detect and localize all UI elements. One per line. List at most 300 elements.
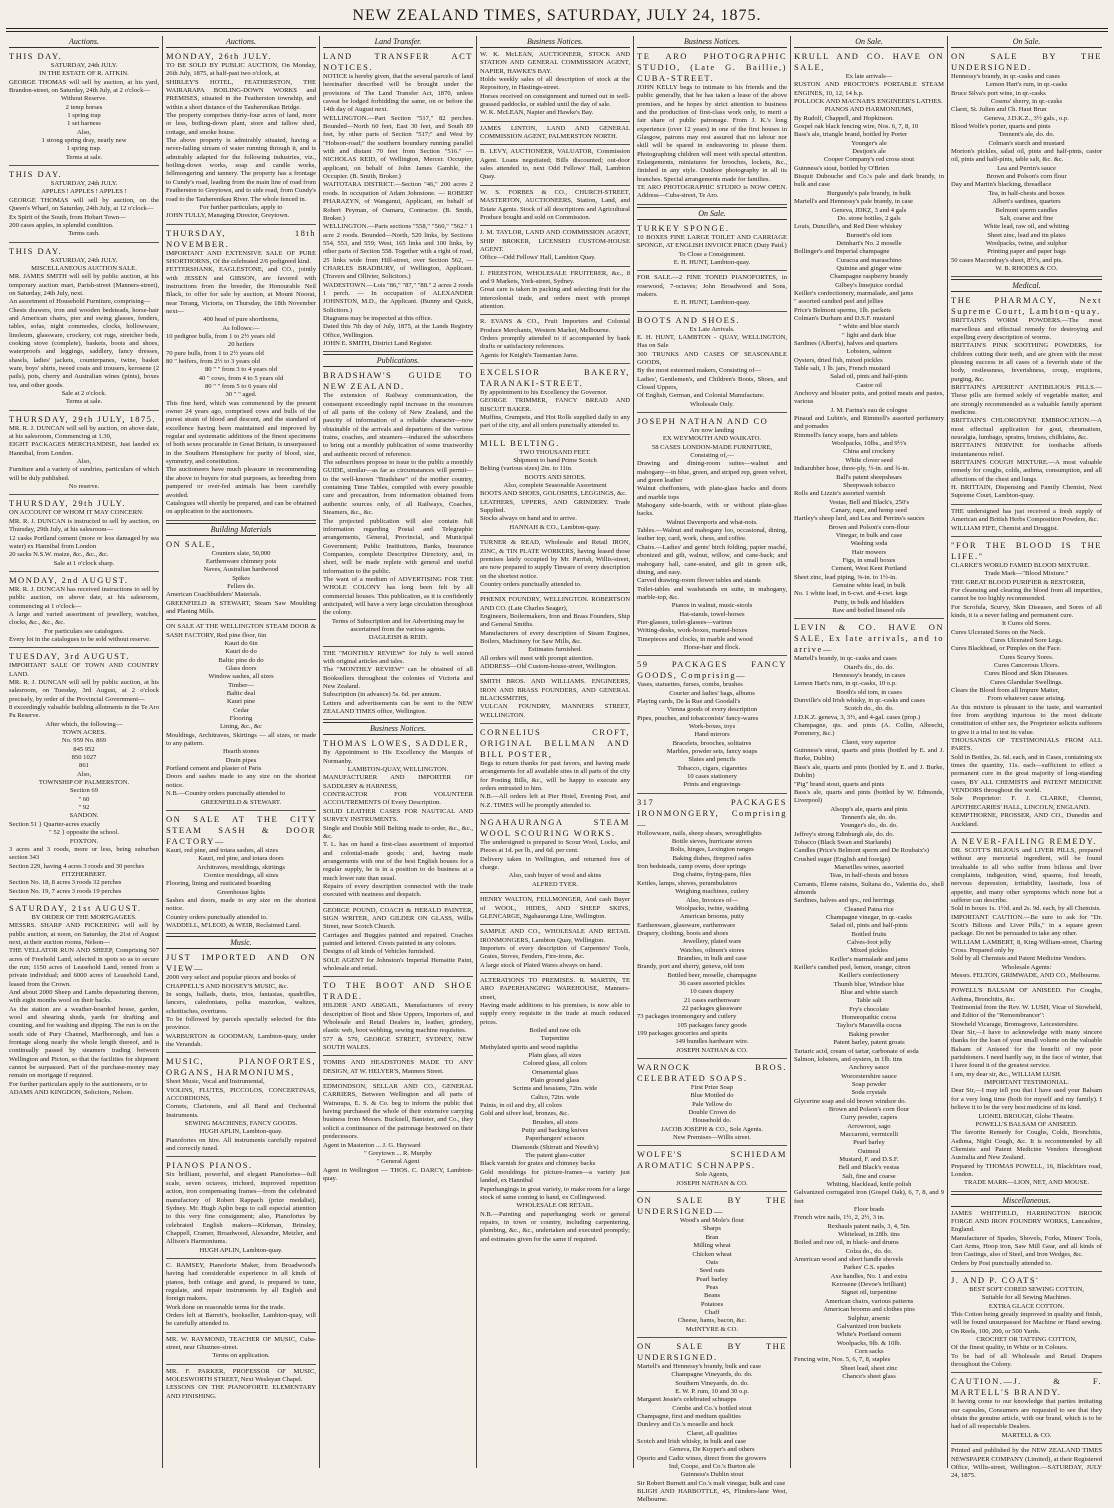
ad-text: GEORGE POUND, COACH & HERALD PAINTER, SIGN WRITER, AND GILDER ON GLASS, Willis Street, near Scotch Church.	[323, 906, 473, 931]
ad-text: An assortment of Household Furniture, comprising—	[9, 298, 151, 306]
advertisement	[166, 1159, 316, 1258]
ad-text: Having made additions to his premises, is now able to supply every requisite in the trade at much reduced prices.	[480, 1001, 630, 1026]
ad-line: Pearl barley	[696, 1275, 728, 1283]
column-container	[6, 36, 1108, 1504]
ad-line: Also, cash buyer of wool and skins	[508, 872, 602, 880]
masthead-rule-double	[6, 31, 1108, 32]
ad-line: Albert's sardines, quarters	[992, 198, 1061, 206]
ad-headline: A NEVER-FAILING REMEDY.	[951, 835, 1097, 846]
ad-text: Muffins, Crumpets, and Hot Rolls supplied daily to any part of the city, and all orders punctually attended to.	[480, 414, 630, 430]
ad-text: Country orders punctually attended to.	[166, 913, 268, 921]
ad-text: Pipes, pouches, and tobacconists' fancy-wares	[637, 714, 759, 722]
ad-text: GEORGE THOMAS will sell by auction, at his yard, Brandon-street, on Saturday, 24th July, at 2 o'clock—	[9, 78, 159, 95]
ad-text: Claret, St. Julien and Ch. Haut Brun	[951, 106, 1047, 114]
ad-line: Ornamental glass	[532, 1068, 578, 1076]
advertisement	[166, 227, 316, 521]
ad-line: Weighing machines, cutlery	[675, 888, 749, 896]
ad-text: BRITTAIN'S APERIENT ANTIBILIOUS PILLS.—These pills are formed solely of vegetable matter, and are strongly recommended as a valuable family aperient medicine.	[951, 384, 1102, 417]
ad-text: Oporto and Cadiz wines, direct from the growers	[637, 1454, 767, 1462]
advertisement	[480, 816, 630, 893]
ad-text: IMPORTANT SALE OF TOWN AND COUNTRY LAND.	[9, 662, 159, 678]
ad-line: Peas	[705, 1283, 719, 1291]
ad-text: LESSONS ON THE PIANOFORTE ELEMENTARY AND FINISHING.	[166, 1384, 316, 1400]
ad-text: MR. F. PARKER, PROFESSOR OF MUSIC, MOLESWORTH STREET, Next Wesleyan Chapel.	[166, 1367, 316, 1384]
ad-text: Prepared by THOMAS POWELL, 16, Blackfriars road, London.	[951, 1162, 1102, 1178]
ad-line: TRADE MARK—LION, NET, AND MOUSE.	[964, 1179, 1089, 1187]
ad-line: Geneva, J.D.K.Z., 3½ gals., o.p.	[984, 114, 1069, 122]
ad-line: Cures Ulcerated Sore Legs.	[990, 636, 1063, 644]
ad-headline: MONDAY, 2nd AUGUST.	[9, 574, 129, 585]
ad-text: MR. R. J. DUNCAN has received instructions to sell by public auction, on above date, at his salesroom, commencing at 1 o'clock—	[9, 585, 159, 610]
advertisement	[480, 317, 630, 364]
ad-text: Bruce Silva's port wine, in qr.-casks	[951, 89, 1046, 97]
ad-text: WADESTOWN.—Lots "86," "87," "88." 2 acres 2 roods 1 perch. — In occupation of ALEXANDER JOHNSTON, M.D., the Applicant. (Bunny and Quick, Solicitors.)	[323, 281, 473, 314]
ad-text: HENRY WALTON, FELLMONGER, And cash Buyer of WOOL, HIDES, AND SHEEP SKINS, GLENCARGE, Ngahauranga Line, Wellington.	[480, 896, 630, 920]
advertisement	[166, 538, 316, 621]
advertisement	[480, 895, 630, 925]
ad-line: Sheet zinc, lead and tin plates	[987, 231, 1066, 239]
ad-text: Lemon Hart's rum, in qr.-casks, 10 o.p.	[794, 680, 897, 688]
ad-line: TOWNSHIP OF PALMERSTON.	[38, 779, 130, 787]
ad-text: BRITTAIN'S CHLORODYNE EMBROCATION.—A most effectual application for gout, rheumatism, neuralgia, lumbago, sprains, bruises, chilblains, &c.	[951, 417, 1102, 442]
ad-line: Fry's chocolate	[849, 1005, 889, 1013]
ad-text: Gold mouldings for picture-frames—a variety just landed, ex Hannibal	[480, 1168, 630, 1185]
ad-text: BRITTAIN'S PINK SOOTHING POWDERS, for children cutting their teeth, and are given with the most pleasing success in all cases of a feverish state of the body, restlessness, feverishness, croup, eruptions, purging, &c.	[951, 342, 1102, 383]
ad-line: Baltic pine do do	[218, 656, 264, 664]
ad-text: TOMBS AND HEADSTONES MADE TO ANY DESIGN, AT W. HELYER'S, Manners Street.	[323, 1059, 473, 1075]
ad-line: Champagne raspberry brandy	[830, 273, 908, 281]
ad-line: Hair mowers	[851, 548, 887, 556]
ad-line: Cornice mouldings, all sizes	[203, 871, 279, 879]
ad-line: Slates and pencils	[688, 756, 736, 764]
ad-text: Designs of all kinds of Vehicles furnished.	[323, 948, 435, 956]
ad-line: Lea and Perrin's sauce	[997, 164, 1056, 172]
ad-line: 2 temp horses	[65, 103, 103, 111]
ad-line: Mixed pickles	[850, 947, 888, 955]
ad-headline: THIS DAY.	[9, 51, 63, 61]
ad-text: The subscribers propose to issue to the public a monthly GUIDE, similar—as far as circumstances will permit—to the well-known "Bradshaw" of the mother country, containing Time Tables, compiled with every possible care and precaution, from information obtained from authentic sources only, of all Railways, Coaches, Steamers, &c., &c.	[323, 459, 473, 517]
ad-line: Salad oil, pints and half-pints	[830, 373, 908, 381]
advertisement	[480, 124, 630, 146]
ad-line: From whatever cause arising.	[987, 695, 1066, 703]
ad-line: Sale at 1 o'clock sharp.	[53, 559, 115, 567]
ad-line: Flooring	[229, 715, 253, 723]
column-1	[6, 36, 163, 1468]
ad-text: I am, my dear sir, &c., WILLIAM LUSH.	[951, 1070, 1062, 1078]
ad-headline: THE PHARMACY, Next Supreme Court, Lambton-quay.	[951, 295, 1102, 317]
ad-text: Morton's pickles, salad oil, pints and half-pints, castor oil, pints and half-pints, table salt, &c. &c.	[951, 148, 1102, 164]
ad-line: Geneva, JDKZ, 3 and 4 gals	[831, 206, 907, 214]
ad-line: Architraves, mouldings, skirtings	[197, 863, 285, 871]
ad-text: No. 1 white lead, in 6-cwt. and 4-cwt. kegs	[794, 590, 908, 598]
ad-line: It Cures old Sores.	[1001, 620, 1052, 628]
ad-line: Hand mirrors	[694, 731, 730, 739]
ad-headline: THIS DAY.	[9, 169, 63, 180]
ad-text: Every lot in the catalogues to be sold without reserve.	[9, 635, 151, 643]
ad-headline: JOSEPH NATHAN AND CO	[637, 416, 769, 426]
ad-text: Cures Blackhead, or Pimples on the Face.	[951, 645, 1062, 653]
advertisement	[951, 1209, 1102, 1272]
ad-line: Kauri, red pine, and totara doors	[198, 855, 284, 863]
ad-line: BY ORDER OF THE MORTGAGEES.	[31, 913, 137, 921]
advertisement	[166, 622, 316, 811]
ad-headline: TUESDAY, 3rd AUGUST.	[9, 651, 130, 662]
ad-line: ALFRED TYER.	[531, 880, 579, 888]
ad-line: Scotch do., do. do.	[844, 705, 894, 713]
ad-line: Marbles, powder sets, fancy soaps	[666, 748, 758, 756]
ad-line: Trade Mark—"Blood Mixture."	[984, 570, 1069, 578]
ad-text: W. K. McLEAN, Napier and Hawke's Bay.	[480, 109, 594, 117]
advertisement	[637, 1061, 787, 1146]
ad-text: NOTICE is hereby given, that the several parcels of land hereinafter described will be brought under the provisions of The Land Transfer Act, 1870, unless caveat be lodged forbidding the same, on or before the 14th day of August next.	[323, 73, 473, 114]
ad-text: IMPORTANT AND EXTENSIVE SALE OF PURE SHORTHORNS, Of the celebrated 2/6 pedigreed kind.	[166, 249, 316, 265]
ad-line: Kauri do do	[225, 648, 257, 656]
ad-text: WILLIAM FIFE, Chemist and Druggist.	[951, 524, 1059, 532]
ad-text: FOR SALE.—2 FINE TONED PIANOFORTES, in rosewood, 7-octaves; John Broadwood and Sons, makers.	[637, 274, 787, 298]
ad-text: MANUFACTURER AND IMPORTER OF SADDLERY & HARNESS,	[323, 774, 473, 790]
ad-text: KEMPTHORNE, PROSSER, AND CO., Dunedin and Auckland.	[951, 812, 1102, 828]
ad-line: " light and dark blue	[842, 331, 896, 339]
ad-text: 80 " heifers, from 2½ to 3 years old	[166, 358, 260, 365]
advertisement	[323, 737, 473, 903]
ad-line: Suitable for all Sewing Machines.	[981, 1294, 1072, 1302]
ad-text: Cures Ulcerated Sores on the Neck.	[951, 628, 1046, 636]
advertisement	[480, 677, 630, 724]
ad-text: The want of a medium of ADVERTISING FOR THE WHOLE COLONY has long been felt by all commercial houses. This publication, as it is confidently anticipated, will have a very large circulation throughout the colony.	[323, 575, 473, 617]
ad-line: Booth's old tom, in cases	[836, 688, 902, 696]
ad-text: GREENFIELD & STEWART, Steam Saw Moulding and Planing Mills.	[166, 599, 316, 615]
ad-line: Seed oats	[699, 1267, 725, 1275]
ad-line: " 92	[78, 804, 90, 812]
ad-line: Colza do., do. do.	[845, 1247, 893, 1255]
ad-text: Bass's ale, quarts and pints (bottled by W. Edmonds, Liverpool)	[794, 788, 944, 805]
ad-text: Pier-glasses, toilet-glasses—various	[637, 618, 733, 626]
ad-text: Boiled and raw oil, in black- and drums	[794, 1239, 899, 1247]
ad-text: Messrs. FELTON, GRIMWADE, AND CO., Melbourne.	[951, 972, 1101, 979]
ad-text: Guinness's stout, bottled by O'Brien	[794, 164, 889, 172]
ad-line: 10 cases stationery	[687, 773, 737, 781]
ad-line: Corn sacks	[854, 1347, 884, 1355]
ad-line: Glass doors	[225, 665, 257, 672]
advertisement	[9, 50, 159, 166]
ad-text: Guinness's stout, quarts and pints (bottled by E. and J. Burke, Dublin)	[794, 747, 944, 763]
ad-line: American brooms and clothes pins	[823, 1306, 915, 1314]
ad-text: 8 exceedingly valuable building allotments in the Te Aro Pa Reserve.	[9, 704, 159, 720]
ad-line: Claret, all qualities	[687, 1429, 737, 1437]
ad-line: Window sashes, all sizes	[208, 673, 274, 681]
ad-text: Sole Proprietor: F. J. CLARKE, Chemist, APOTHECARIES' HALL, LINCOLN, ENGLAND.	[951, 795, 1102, 811]
ad-line: Woolpacks, twine, wadding	[675, 904, 749, 912]
section-heading: Music.	[166, 936, 316, 949]
advertisement	[951, 986, 1102, 1191]
ad-line: Bell and Black's vestas	[838, 1164, 900, 1172]
ad-text: MR. R. J. DUNCAN will sell by public auction, at his salesroom, on Tuesday, 3rd August, at 2 o'clock precisely, by order of the Provincial Government—	[9, 678, 159, 703]
ad-headline: WARNOCK BROS. CELEBRATED SOAPS.	[637, 1062, 787, 1084]
column-heading: On Sale.	[951, 36, 1102, 48]
ad-line: EX WEYMOUTH AND WAIKATO.	[662, 435, 762, 443]
ad-line: Woolpacks, twine, and sulphur	[985, 239, 1068, 247]
ad-text: Subscription (in advance) 5s. 6d. per annum.	[323, 691, 442, 699]
ad-text: SMITH BROS. AND WILLIAMS. ENGINEERS, IRON AND BRASS FOUNDERS, AND GENERAL BLACKSMITHS,	[480, 678, 630, 702]
ad-line: Also,	[76, 770, 92, 778]
ad-line: Soda crystals	[851, 1089, 887, 1097]
ad-text: Bisquit Dubouche and Co.'s pale and dark brandy, in bulk and case	[794, 173, 944, 189]
ad-line: Blue and white starch	[840, 989, 898, 997]
ad-line: Castor oil	[856, 381, 882, 389]
ad-text: Sheet Music, Vocal and Instrumental,	[166, 1078, 265, 1086]
ad-line: Washing soda	[850, 540, 888, 548]
ad-line: Belmont sperm candles	[995, 206, 1058, 214]
ad-line: Horse-hair and flock.	[683, 643, 741, 651]
ad-text: Manufacturer of Spades, Shovels, Forks, Miners' Tools, Cart Arms, Hoop iron, Saw Mill Gear, and all kinds of Iron Castings, also of Steel, and Iron Wedges, &c.	[951, 1234, 1102, 1259]
ad-line: GREENFIELD & STEWART.	[200, 798, 282, 806]
ad-line: Vienna goods of every description	[666, 706, 758, 714]
ad-text: Section No. 19, 7 acres 3 roods 19 perches	[9, 887, 122, 895]
advertisement	[480, 437, 630, 536]
ad-text: 12 casks Portland cement (more or less damaged by sea water) ex Hannibal from London	[9, 534, 159, 550]
ad-text: Price's Belmont sperms, 1lb. packets	[794, 306, 891, 314]
ad-line: Dog chains, frying-pans, files	[672, 871, 752, 879]
ad-text: Great care is taken in packing and selecting fruit for the intercolonial trade, and orders meet with prompt attention.	[480, 286, 630, 310]
ad-text: Hennessy's brandy, in qr.-casks and cases	[951, 73, 1060, 80]
ad-line: DAGLEISH & REID.	[368, 634, 428, 642]
ad-text: Pinaud and Lubin's, and Rimmell's assorted perfumery and pomades	[794, 415, 944, 431]
advertisement	[637, 415, 787, 656]
ad-line: Chance's sheet glass	[842, 1372, 896, 1380]
ad-line: Mustard, F. and D.S.F.	[839, 1155, 899, 1163]
ad-line: Without Reserve.	[61, 95, 107, 103]
ad-line: Calves-foot jelly	[846, 939, 892, 947]
ad-line: Kerosene (Devoe's brilliant)	[831, 1281, 907, 1289]
advertisement	[637, 658, 787, 793]
advertisement	[480, 538, 630, 593]
ad-line: Chaff	[704, 1308, 720, 1316]
ad-text: IMPORTANT CAUTION.—Be sure to ask for "Dr. Scott's Bilious and Liver Pills," in a square green package. Do not be persuaded to take any other.	[951, 913, 1102, 938]
ad-text: Drawing and dining-room suites—walnut and mahogany—in blue, green, and striped rep, green velvet, and green leather	[637, 460, 787, 485]
ad-line: Ind, Coope, and Co.'s Burton ale	[668, 1463, 756, 1471]
advertisement	[323, 906, 473, 978]
ad-text: Timepieces and clocks, in marble and wood	[637, 635, 753, 643]
ad-line: JOSEPH NATHAN & CO.	[676, 1046, 748, 1054]
ad-line: Pearl barley	[853, 1139, 885, 1147]
ad-line: Cement, West Kent Portland	[831, 565, 907, 573]
ad-line: Claret, very superior	[841, 738, 897, 746]
ad-line: Blue Mottled do	[690, 1092, 734, 1100]
ad-line: Also, complete Seasonable Assortment	[503, 482, 607, 490]
ad-line: Cures Blood and Skin Diseases.	[984, 670, 1069, 678]
ad-text: 10 pedigree bulls, from 1 to 2½ years old	[166, 332, 275, 340]
ad-text: Of the finest quality, in White or in Colours.	[951, 1344, 1068, 1352]
ad-line: Whiting, blacklead, knife polish	[826, 1181, 912, 1188]
ad-headline: ON SALE AT THE CITY STEAM SASH & DOOR FACTORY—	[166, 813, 316, 846]
ad-line: China and crockery	[843, 448, 895, 456]
ad-text: Carriages and Buggies painted and repaired. Coaches painted and lettered. Crests painted in any colours.	[323, 931, 473, 947]
ad-text: Martell's brandy, in qr.-casks and cases	[794, 655, 897, 663]
ad-line: Calico, 72in. wide	[530, 1093, 580, 1101]
ad-line: EXTRA GLACE COTTON.	[988, 1302, 1065, 1310]
ad-line: Brown and Polson's corn-flour	[828, 523, 910, 531]
column-3	[320, 36, 477, 1468]
ad-line: White lead, raw oil, and whiting	[983, 223, 1070, 231]
ad-text: Printed and published by the NEW ZEALAND TIMES NEWSPAPER COMPANY (Limited), at their Registered Office, Willis-street, Wellington.—SATURDAY, JULY 24, 1875.	[951, 1447, 1102, 1480]
section-heading: Publications.	[323, 354, 473, 367]
ad-text: Testimonial from the Rev. W. LUSH, Vicar of Stowheld, and Editor of the "Remembrancer":	[951, 1004, 1102, 1020]
ad-text: 200 cases apples, in splendid condition.	[9, 221, 114, 229]
ad-text: Manufacturers of every description of Steam Engines, Boilers, Machinery for Saw Mills, &c.	[480, 629, 630, 645]
ad-text: Ex Spirit of the South, from Hobart Town—	[9, 213, 126, 221]
advertisement	[166, 951, 316, 1053]
ad-line: SATURDAY, 24th JULY.	[50, 256, 118, 264]
ad-line: Brushes, all sizes	[532, 1118, 578, 1126]
ad-text: Doors and sashes made to any size on the shortest notice.	[166, 773, 316, 789]
ad-line: SANDON.	[69, 812, 99, 820]
ad-text: Kettles, lamps, shoves, perambulators	[637, 879, 737, 887]
ad-line: Table salt	[856, 997, 882, 1005]
ad-text: ON SALE AT THE WELLINGTON STEAM DOOR & SASH FACTORY, Red pine floor, 6in	[166, 623, 316, 639]
ad-line: Baltic deal	[226, 690, 256, 698]
ad-text: Agent in Wellington — THOS. C. DARCY, Lambton-quay.	[323, 1166, 473, 1182]
ad-line: FOXTON.	[69, 837, 99, 845]
ad-line: MARTELL & CO.	[1001, 1431, 1052, 1439]
ad-line: Section 69	[69, 787, 99, 795]
ad-text: T. L. has on hand a first-class assortment of imported and colonial-made goods; and, having made arrangements with one of the best English houses for a regular supply, he is in a position to do business at a much lower rate than usual.	[323, 841, 473, 882]
ad-line: Brandies, in bulk and case	[677, 954, 747, 962]
advertisement	[480, 188, 630, 226]
ad-text: Champagne, qts. and pints (A. Collin, Albrecht, Pommery, &c.)	[794, 722, 944, 738]
ad-line: Consisting of,—	[690, 452, 734, 460]
ad-text: EDMONDSON, SELLAR AND CO., GENERAL CARRIERS, Between Wellington and all parts of Wairarapa, E. S. & Co. beg to inform the public that having purchased the whole of their extensive carrying business from Messrs. Bucknell, Banister, and Co., they solicit a continuance of the patronage bestowed on their predecessors.	[323, 1083, 473, 1141]
ad-text: MR. R. J. DUNCAN will sell by auction, on above date, at his salesroom, Commencing at 1.30,	[9, 424, 159, 441]
ad-text: Tartaric acid, cream of tartar, carbonate of soda	[794, 1047, 919, 1055]
ad-line: E. H. HUNT, Lambton-quay.	[673, 258, 751, 266]
ad-text: Gold and silver leaf, bronzes, &c.	[480, 1110, 569, 1118]
ad-text: Keiller's confectionery, marmalade, and jams	[794, 289, 914, 297]
ad-line: Ex late arrivals—	[845, 73, 893, 80]
ad-headline: BRADSHAW'S GUIDE TO NEW ZEALAND.	[323, 370, 473, 392]
ad-headline: NGAHAURANGA STEAM WOOL SCOURING WORKS.	[480, 817, 630, 839]
ad-line: Keiller's marmalade and jams	[829, 955, 909, 963]
ad-line: Naves, Australian hardwood	[203, 566, 279, 574]
ad-text: 10 BOXES FINE LARGE TOILET AND CARRIAGE SPONGE, AT ENGLISH INVOICE PRICE (Duty Paid.)	[637, 233, 787, 250]
ad-text: Work done on reasonable terms for the trade.	[166, 1303, 285, 1311]
ad-line: Brown and Polson's corn flour	[986, 173, 1067, 181]
ad-line: Younger's ale	[851, 139, 887, 147]
ad-line: Turpentine	[540, 1035, 570, 1043]
ad-line: 80 " " from 5 to 6 years old	[204, 383, 278, 391]
ad-line: E. W. P. rum, 10 and 30 o.p.	[675, 1387, 749, 1395]
ad-text: BRITTAIN'S COUGH MIXTURE.—A most valuable remedy for coughs, colds, asthma, consumption, and all affections of the chest and lungs.	[951, 459, 1102, 483]
ad-text: For further particulars apply to the auctioneers, or to	[9, 1080, 148, 1088]
ad-text: All orders will meet with prompt attention.	[480, 654, 594, 662]
ad-headline: ON SALE BY THE UNDERSIGNED—	[637, 1195, 787, 1217]
ad-text: Delivery taken in Wellington, and returned free of charge.	[480, 855, 630, 872]
ad-headline: THURSDAY, 29th JULY.	[9, 498, 126, 509]
ad-text: A large and varied assortment of jewellery, watches, clocks, &c., &c., &c.	[9, 610, 159, 627]
ad-headline: ON SALE BY THE UNDERSIGNED.	[951, 51, 1102, 72]
ad-line: Homœopathic cocoa	[841, 1014, 897, 1022]
ad-text: Sold by all Chemists and Patent Medicine Vendors.	[951, 955, 1087, 963]
ad-text: Tables.—Walnut and mahogany loo, occasional, dining, leather top, card, work, chess, and coffee.	[637, 527, 787, 543]
ad-text: By Appointment to His Excellency the Marquis of Normanby.	[323, 749, 473, 765]
ad-text: Hartley's sheep lard, and Lea and Perrins's sauces	[794, 515, 925, 523]
ad-line: Are now landing	[689, 427, 735, 434]
advertisement	[323, 369, 473, 646]
ad-text: Dunville's old Irish whisky, in qr.-casks and cases	[794, 697, 925, 705]
ad-text: Stocks always on hand and to arrive.	[480, 515, 577, 523]
ad-text: R. EVANS & CO., Fruit Importers and Colonial Produce Merchants, Western Market, Melbourne.	[480, 318, 630, 334]
ad-line: Canary, rape, and hemp seed	[831, 506, 907, 514]
ad-line: Lining, &c., &c	[220, 723, 262, 731]
ad-line: Oats	[705, 1258, 719, 1266]
ad-text: LEATHERS, UPPERS, AND GRINDERY. Trade Supplied.	[480, 498, 630, 515]
ad-text: 70 pure bulls, from 1 to 2½ years old	[166, 349, 264, 357]
advertisement	[480, 50, 630, 122]
ad-line: Figs, in small boxes	[842, 556, 896, 564]
ad-line: No. 959 No. 869	[61, 737, 107, 745]
ad-text: The favorite Remedy for Coughs, Colds, Bronchitis, Asthma, Night Cough, &c. It is recommended by all Chemists and Patent Medicine Vendors throughout Australia and New Zealand.	[951, 1129, 1102, 1162]
masthead-title: NEW ZEALAND TIMES, SATURDAY, JULY 24, 1875.	[352, 7, 762, 24]
ad-line: Plain ground glass	[530, 1077, 580, 1085]
ad-line: MISCELLANEOUS AUCTION SALE.	[31, 264, 137, 272]
ad-text: BOOTS AND SHOES, GOLOSHES, LEGGINGS, &c.	[480, 490, 627, 498]
ad-text: Ladies', Gentlemen's, and Children's Boots, Shoes, and Closed Uppers,	[637, 375, 787, 391]
ad-line: Burgundy's pale brandy, in bulk	[827, 189, 911, 197]
advertisement	[166, 1261, 316, 1333]
ad-text: Margaret Jessie's celebrated schnapps	[637, 1396, 737, 1404]
ad-headline: TO THE BOOT AND SHOE TRADE.	[323, 980, 473, 1002]
ad-line: Patent barley, patent groats	[833, 1039, 905, 1047]
ad-line: Terms at sale.	[65, 153, 103, 161]
ad-text: CLARKE'S WORLD FAMED BLOOD MIXTURE.	[951, 561, 1090, 569]
ad-text: Cornets, Clarionets, and all Band and Orchestral Instruments.	[166, 1103, 316, 1119]
ad-line: " Greytown ... R. Murphy	[364, 1149, 432, 1157]
ad-text: Sardines, halves and qrs., red herrings	[794, 897, 895, 905]
ad-text: BRITTAIN'S NERVINE for toothache affords instantaneous relief.	[951, 442, 1102, 458]
ad-text: Agent in Masterton ... J. G. Hayward	[323, 1141, 421, 1149]
ad-line: Timber—	[228, 681, 254, 689]
ad-line: Ball's patent sheepshears	[836, 473, 902, 481]
advertisement	[9, 413, 159, 496]
ad-text: Earthenware, glassware, earthenware	[637, 921, 736, 929]
advertisement	[9, 574, 159, 648]
ad-text: Crushed sugar (English and foreign)	[794, 855, 890, 863]
ad-line: Kauri pine	[226, 698, 255, 706]
ad-line: Southern Vineyards, do. do.	[675, 1379, 749, 1387]
ad-text: The auctioneers have much pleasure in recommending the above to buyers for stud purposes, as breeding from pampered or over-fed animals has been carefully avoided.	[166, 466, 316, 499]
advertisement	[323, 1058, 473, 1080]
ad-line: Destjon's ale	[852, 148, 886, 156]
ad-line: 1 spring trap	[67, 112, 101, 120]
ad-text: WADDELL, M'LEOD, & WEIR, Reclaimed Land.	[166, 921, 301, 929]
ad-text: By appointment to his Excellency the Governor.	[480, 389, 608, 396]
ad-text: GEORGE TRIMMER, FANCY BREAD AND BISCUIT BAKER.	[480, 397, 630, 413]
ad-text: C. RAMSEY, Pianoforte Maker, from Broadwood's having had considerable experience in all kinds of pianos, both cottage and grand, is prepared to tune, regulate, and repair instruments by all English and foreign makers.	[166, 1261, 316, 1303]
ad-headline: KRULL AND CO. HAVE ON SALE,	[794, 51, 944, 72]
ad-line: " 60	[78, 795, 90, 803]
ad-text: MR. JAMES SMITH will sell by public auction, at his temporary auction mart, Parish-street (Manners-street), on Saturday, 24th July, next.	[9, 273, 159, 297]
ad-line: Axe handles, No. 1 and extra	[830, 1272, 908, 1280]
ad-text: CONTRACTOR FOR VOLUNTEER ACCOUTREMENTS Of Every Description.	[323, 791, 473, 807]
ad-line: The patent glass-cutter	[524, 1152, 586, 1160]
ad-text: Mouldings, Architraves, Skirtings — all sizes, or made to any pattern.	[166, 731, 316, 748]
ad-line: BOOTS AND SHOES.	[524, 473, 586, 481]
ad-line: Double Crown do	[688, 1109, 736, 1117]
ad-line: Thumb blue, Windsor blue	[833, 980, 905, 988]
column-heading: Business Notices.	[637, 36, 787, 48]
ad-line: 149 bundles hardware wire.	[675, 1038, 749, 1046]
ad-text: Chests drawers, iron and wooden bedsteads, horse-hair and American chairs, pier and swing glasses, fenders, tables, sofas, night commodes, clocks, hollowware, linoleum, glassware, crockery, cot rugs, stretcher beds, cooking stove (complete), baskets, boots and shoes, waterproofs and leggings, saddlery, fancy dresses, shawls, ladies' jackets, counterpanes, twine, basket ware, boys' shirts, tweed coats and trousers, kerosene (2 pails), pots, cherry and Australian wines (pints), boxes tea, and other goods.	[9, 306, 159, 389]
ad-text: Sir Robert Burnett and Co.'s malt vinegar, bulk and case	[637, 1479, 786, 1487]
